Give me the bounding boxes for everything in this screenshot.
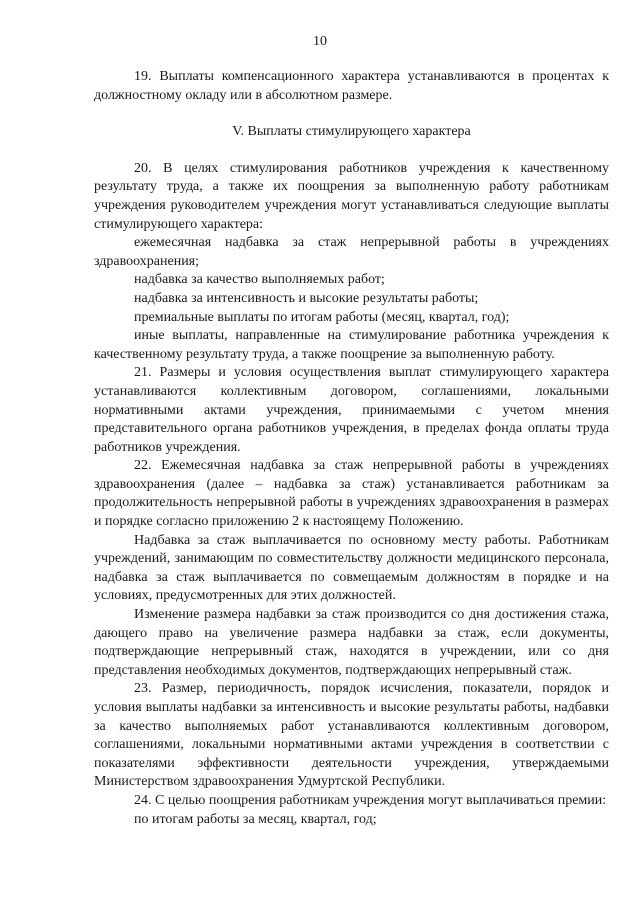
- paragraph-19: 19. Выплаты компенсационного характера устанавливаются в процентах к должностному окладу или в абсолютном размере.: [94, 69, 609, 103]
- list-item-bonus-payments: премиальные выплаты по итогам работы (месяц, квартал, год);: [134, 309, 510, 325]
- list-item-quality-allowance: надбавка за качество выполняемых работ;: [134, 272, 385, 288]
- paragraph-20: 20. В целях стимулирования работников учреждения к качественному результату труда, а также их поощрения за выполненную работу работникам учреждения руководителем учреждения могут устанавливаться следующие выплаты стимулирующего характера:: [94, 160, 609, 232]
- list-item-other-payments: иные выплаты, направленные на стимулирование работника учреждения к качественному результату труда, а также поощрение за выполненную работу.: [94, 328, 609, 362]
- paragraph-21: 21. Размеры и условия осуществления выплат стимулирующего характера устанавливаются коллективным договором, соглашениями, локальными нормативными актами учреждения, принимаемыми с учетом мнения представительного органа работников учреждения, в пределах фонда оплаты труда работников учреждения.: [94, 365, 609, 455]
- paragraph-23: 23. Размер, периодичность, порядок исчисления, показатели, порядок и условия выплаты надбавки за интенсивность и высокие результаты работы, надбавки за качество выполняемых работ устанавливаются коллективным договором, соглашениями, локальными нормативными актами учреждения в соответствии с показателями эффективности деятельности учреждения, утверждаемыми Министерством здравоохранения Удмуртской Республики.: [94, 681, 609, 790]
- paragraph-22: 22. Ежемесячная надбавка за стаж непрерывной работы в учреждениях здравоохранения (далее – надбавка за стаж) устанавливается работникам за продолжительность непрерывной работы в учреждениях здравоохранения в размерах и порядке согласно приложению 2 к настоящему Положению.: [94, 458, 609, 530]
- paragraph-22-main-workplace: Надбавка за стаж выплачивается по основному месту работы. Работникам учреждений, занимающим по совместительству должности медицинского персонала, надбавка за стаж выплачивается по совмещаемым должностям в порядке и на условиях, предусмотренных для этих должностей.: [94, 532, 609, 604]
- list-item-length-of-service-allowance: ежемесячная надбавка за стаж непрерывной работы в учреждениях здравоохранения;: [94, 235, 609, 269]
- section-heading: V. Выплаты стимулирующего характера: [232, 124, 471, 140]
- list-item-period-bonus: по итогам работы за месяц, квартал, год;: [134, 811, 377, 827]
- document-body: [94, 68, 609, 829]
- paragraph-22-change-of-amount: Изменение размера надбавки за стаж производится со дня достижения стажа, дающего право на увеличение размера надбавки за стаж, если документы, подтверждающие непрерывный стаж, находятся в учреждении, или со дня представления необходимых документов, подтверждающих непрерывный стаж.: [94, 607, 609, 678]
- list-item-intensity-allowance: надбавка за интенсивность и высокие результаты работы;: [134, 290, 479, 306]
- paragraph-24: 24. С целью поощрения работникам учреждения могут выплачиваться премии:: [134, 792, 607, 808]
- page-number: 10: [313, 34, 327, 49]
